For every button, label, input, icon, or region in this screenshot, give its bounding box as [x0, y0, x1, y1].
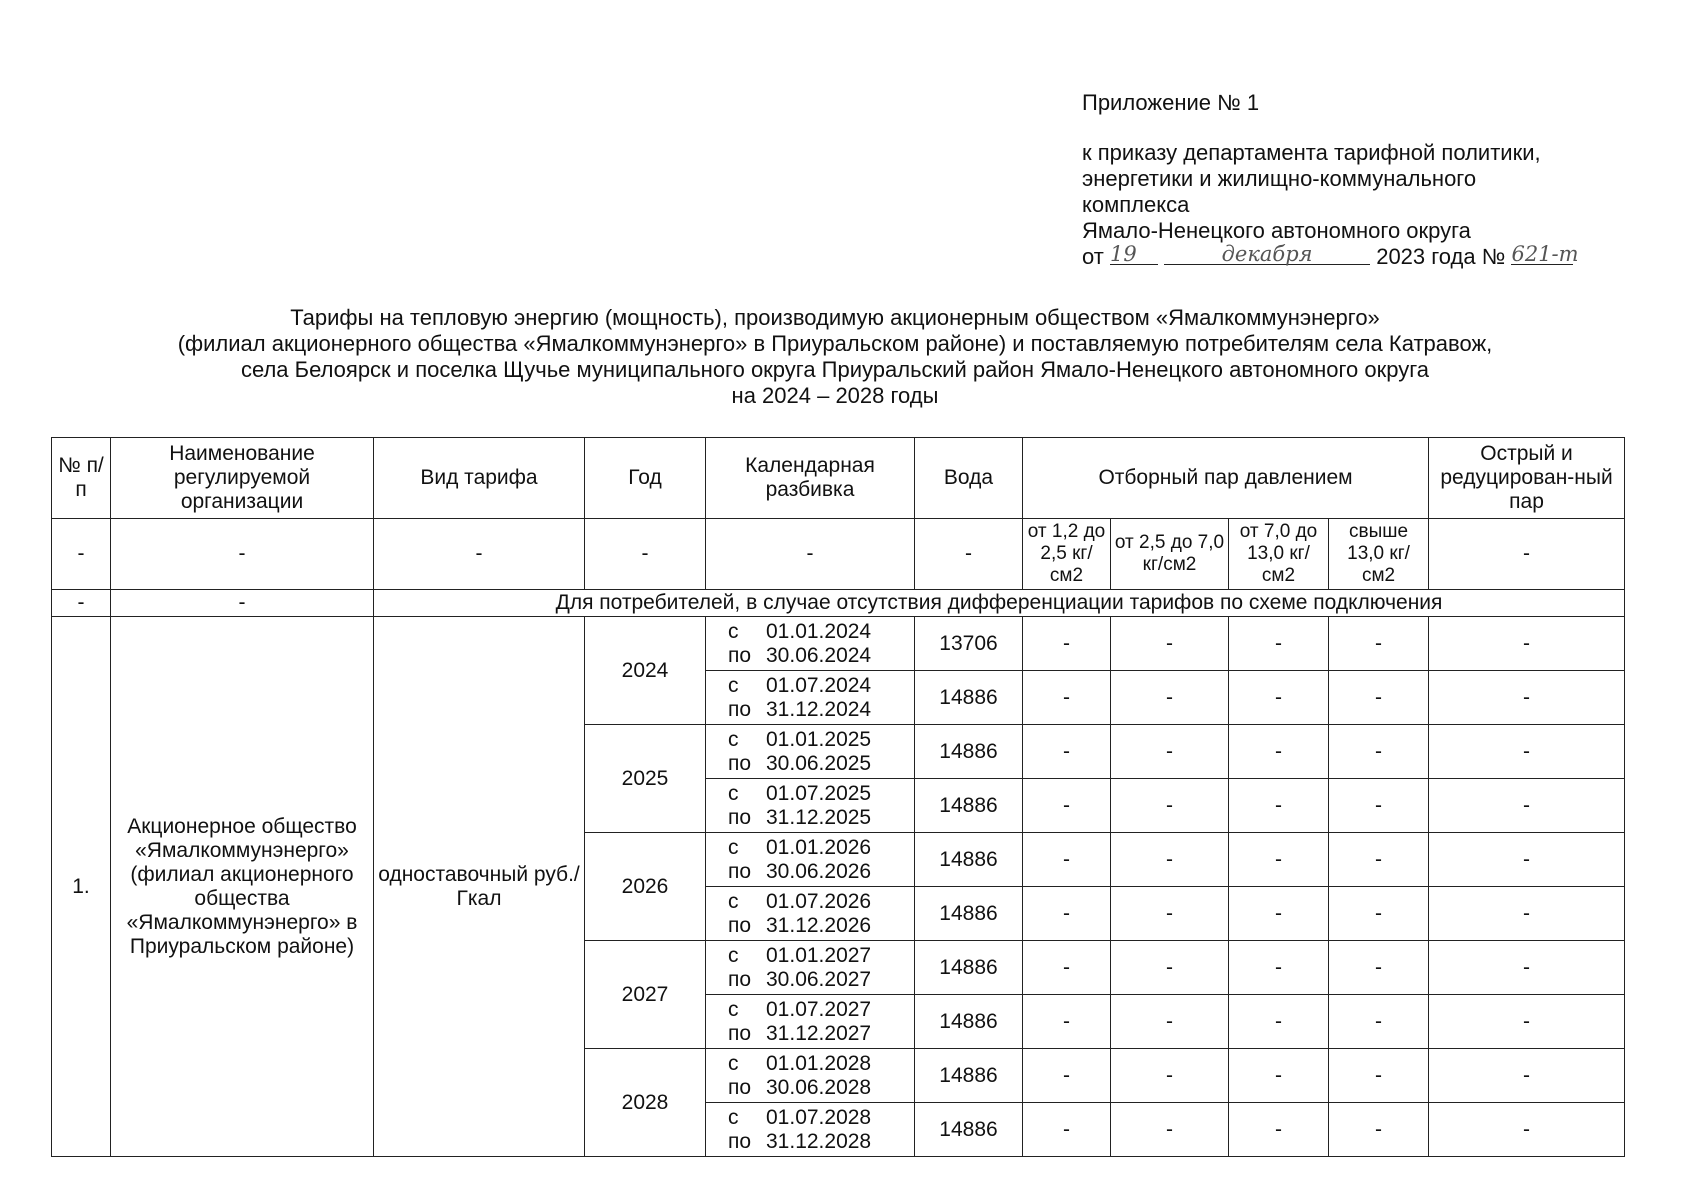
- dash-cell: -: [1023, 725, 1111, 779]
- period-to-prefix: по: [728, 859, 752, 883]
- period-from-prefix: с: [728, 835, 739, 859]
- title-line: (филиал акционерного общества «Ямалкоммунэнерго» в Приуральском районе) и поставляемую потребителям села Катравож,: [177, 331, 1493, 356]
- dash-cell: -: [374, 519, 585, 590]
- year-cell: 2028: [585, 1049, 706, 1157]
- dash-cell: -: [1229, 995, 1329, 1049]
- dash-cell: -: [111, 590, 374, 617]
- dash-cell: -: [1111, 833, 1229, 887]
- header-steam-group: Отборный пар давлением: [1023, 438, 1429, 519]
- dash-cell: -: [1429, 1103, 1625, 1157]
- dash-cell: -: [1329, 995, 1429, 1049]
- pressure-range: от 1,2 до 2,5 кг/см2: [1023, 519, 1111, 590]
- period-from-prefix: с: [728, 727, 739, 751]
- dash-cell: -: [1329, 833, 1429, 887]
- calendar-period: [706, 887, 915, 941]
- water-tariff: 13706: [915, 617, 1023, 671]
- dash-cell: -: [1111, 995, 1229, 1049]
- header-org: Наименование регулируемой организации: [111, 438, 374, 519]
- dash-cell: -: [1111, 1103, 1229, 1157]
- calendar-period: [706, 833, 915, 887]
- water-tariff: 14886: [915, 1103, 1023, 1157]
- dash-cell: -: [1229, 1103, 1329, 1157]
- water-tariff: 14886: [915, 779, 1023, 833]
- appendix-line: комплекса: [1082, 192, 1190, 217]
- dash-cell: -: [1023, 887, 1111, 941]
- dash-cell: -: [1229, 617, 1329, 671]
- period-from: 01.07.2026: [766, 889, 872, 913]
- appendix-line: энергетики и жилищно-коммунального: [1082, 166, 1477, 191]
- title-line: Тарифы на тепловую энергию (мощность), производимую акционерным обществом «Ямалкоммунэнерго»: [290, 305, 1380, 330]
- period-from: 01.01.2027: [766, 943, 872, 967]
- dash-cell: -: [1111, 887, 1229, 941]
- period-to-prefix: по: [728, 1021, 752, 1045]
- title-line: на 2024 – 2028 годы: [731, 383, 939, 408]
- appendix-line: к приказу департамента тарифной политики,: [1082, 140, 1541, 165]
- order-prefix: от: [1082, 244, 1104, 269]
- dash-cell: -: [1023, 941, 1111, 995]
- calendar-period: [706, 725, 915, 779]
- order-month: декабря: [1221, 242, 1313, 266]
- dash-cell: -: [1229, 779, 1329, 833]
- water-tariff: 14886: [915, 1049, 1023, 1103]
- water-tariff: 14886: [915, 725, 1023, 779]
- calendar-period: [706, 617, 915, 671]
- header-water: Вода: [915, 438, 1023, 519]
- header-tariff-type: Вид тарифа: [374, 438, 585, 519]
- dash-cell: -: [1329, 671, 1429, 725]
- calendar-period: [706, 779, 915, 833]
- period-from: 01.01.2026: [766, 835, 872, 859]
- dash-cell: -: [1229, 725, 1329, 779]
- dash-cell: -: [706, 519, 915, 590]
- document-title: [60, 305, 1610, 409]
- period-to-prefix: по: [728, 913, 752, 937]
- period-to: 30.06.2024: [766, 643, 872, 667]
- dash-cell: -: [1111, 671, 1229, 725]
- period-to-prefix: по: [728, 643, 752, 667]
- calendar-period: [706, 941, 915, 995]
- dash-cell: -: [1329, 725, 1429, 779]
- dash-cell: -: [1429, 519, 1625, 590]
- order-reference: [1082, 244, 1642, 270]
- appendix-block: [1082, 90, 1642, 270]
- period-to: 31.12.2026: [766, 913, 872, 937]
- calendar-period: [706, 1103, 915, 1157]
- water-tariff: 14886: [915, 941, 1023, 995]
- period-to: 30.06.2026: [766, 859, 872, 883]
- period-to: 30.06.2025: [766, 751, 872, 775]
- dash-cell: -: [1429, 941, 1625, 995]
- dash-cell: -: [52, 590, 111, 617]
- water-tariff: 14886: [915, 995, 1023, 1049]
- dash-cell: -: [1023, 617, 1111, 671]
- table-row: [52, 617, 1625, 671]
- dash-cell: -: [1429, 887, 1625, 941]
- period-from: 01.07.2028: [766, 1105, 872, 1129]
- dash-cell: -: [1329, 617, 1429, 671]
- dash-cell: -: [915, 519, 1023, 590]
- period-to: 30.06.2028: [766, 1075, 872, 1099]
- dash-cell: -: [1229, 671, 1329, 725]
- dash-cell: -: [1429, 671, 1625, 725]
- period-to: 31.12.2028: [766, 1129, 872, 1153]
- dash-cell: -: [1329, 1103, 1429, 1157]
- dash-cell: -: [1229, 833, 1329, 887]
- period-to: 31.12.2027: [766, 1021, 872, 1045]
- appendix-line: Ямало-Ненецкого автономного округа: [1082, 218, 1471, 243]
- dash-cell: -: [1229, 941, 1329, 995]
- dash-cell: -: [585, 519, 706, 590]
- pressure-range: свыше 13,0 кг/см2: [1329, 519, 1429, 590]
- dash-cell: -: [1429, 995, 1625, 1049]
- period-from: 01.07.2027: [766, 997, 872, 1021]
- pressure-range: от 7,0 до 13,0 кг/см2: [1229, 519, 1329, 590]
- calendar-period: [706, 1049, 915, 1103]
- period-from: 01.01.2025: [766, 727, 872, 751]
- dash-cell: -: [1429, 779, 1625, 833]
- year-cell: 2024: [585, 617, 706, 725]
- period-to-prefix: по: [728, 967, 752, 991]
- year-cell: 2025: [585, 725, 706, 833]
- year-cell: 2027: [585, 941, 706, 1049]
- water-tariff: 14886: [915, 887, 1023, 941]
- period-from-prefix: с: [728, 1105, 739, 1129]
- period-to-prefix: по: [728, 805, 752, 829]
- dash-cell: -: [1111, 725, 1229, 779]
- period-from-prefix: с: [728, 1051, 739, 1075]
- period-from-prefix: с: [728, 673, 739, 697]
- dash-cell: -: [1329, 779, 1429, 833]
- period-from: 01.07.2024: [766, 673, 872, 697]
- dash-cell: -: [1329, 1049, 1429, 1103]
- dash-cell: -: [1023, 833, 1111, 887]
- dash-cell: -: [1429, 1049, 1625, 1103]
- dash-cell: -: [1023, 1049, 1111, 1103]
- calendar-period: [706, 671, 915, 725]
- dash-cell: -: [1023, 779, 1111, 833]
- period-from-prefix: с: [728, 889, 739, 913]
- period-to-prefix: по: [728, 697, 752, 721]
- period-from: 01.01.2024: [766, 619, 872, 643]
- period-from-prefix: с: [728, 943, 739, 967]
- period-from-prefix: с: [728, 619, 739, 643]
- period-to-prefix: по: [728, 1075, 752, 1099]
- period-from-prefix: с: [728, 781, 739, 805]
- order-number: 621-т: [1511, 242, 1579, 266]
- year-cell: 2026: [585, 833, 706, 941]
- dash-cell: -: [1111, 617, 1229, 671]
- dash-cell: -: [1229, 1049, 1329, 1103]
- section-label: Для потребителей, в случае отсутствия дифференциации тарифов по схеме подключения: [374, 590, 1625, 617]
- header-calendar: Календарная разбивка: [706, 438, 915, 519]
- water-tariff: 14886: [915, 833, 1023, 887]
- dash-cell: -: [1023, 995, 1111, 1049]
- period-to: 31.12.2025: [766, 805, 872, 829]
- dash-cell: -: [1023, 671, 1111, 725]
- water-tariff: 14886: [915, 671, 1023, 725]
- order-year: 2023 года №: [1376, 244, 1506, 269]
- dash-cell: -: [1429, 725, 1625, 779]
- tariff-type-value: одноставочный руб./Гкал: [374, 617, 585, 1157]
- tariffs-table: [51, 437, 1625, 1157]
- dash-cell: -: [1429, 617, 1625, 671]
- period-to-prefix: по: [728, 751, 752, 775]
- dash-cell: -: [1111, 779, 1229, 833]
- period-from: 01.01.2028: [766, 1051, 872, 1075]
- dash-cell: -: [1329, 887, 1429, 941]
- dash-cell: -: [1111, 1049, 1229, 1103]
- row-number: 1.: [52, 617, 111, 1157]
- appendix-title: Приложение № 1: [1082, 90, 1260, 115]
- pressure-range: от 2,5 до 7,0 кг/см2: [1111, 519, 1229, 590]
- period-from-prefix: с: [728, 997, 739, 1021]
- dash-cell: -: [1111, 941, 1229, 995]
- dash-cell: -: [111, 519, 374, 590]
- calendar-period: [706, 995, 915, 1049]
- dash-cell: -: [1429, 833, 1625, 887]
- dash-cell: -: [1329, 941, 1429, 995]
- period-to: 31.12.2024: [766, 697, 872, 721]
- title-line: села Белоярск и поселка Щучье муниципального округа Приуральский район Ямало-Ненецкого автономного округа: [240, 357, 1430, 382]
- period-from: 01.07.2025: [766, 781, 872, 805]
- organization-name: Акционерное общество «Ямалкоммунэнерго» (филиал акционерного общества «Ямалкоммунэнерго» в Приуральском районе): [111, 617, 374, 1157]
- dash-cell: -: [52, 519, 111, 590]
- order-day: 19: [1109, 242, 1137, 266]
- dash-cell: -: [1023, 1103, 1111, 1157]
- header-sharp-steam: Острый и редуцирован-ный пар: [1429, 438, 1625, 519]
- period-to-prefix: по: [728, 1129, 752, 1153]
- dash-cell: -: [1229, 887, 1329, 941]
- period-to: 30.06.2027: [766, 967, 872, 991]
- header-year: Год: [585, 438, 706, 519]
- header-num: № п/п: [52, 438, 111, 519]
